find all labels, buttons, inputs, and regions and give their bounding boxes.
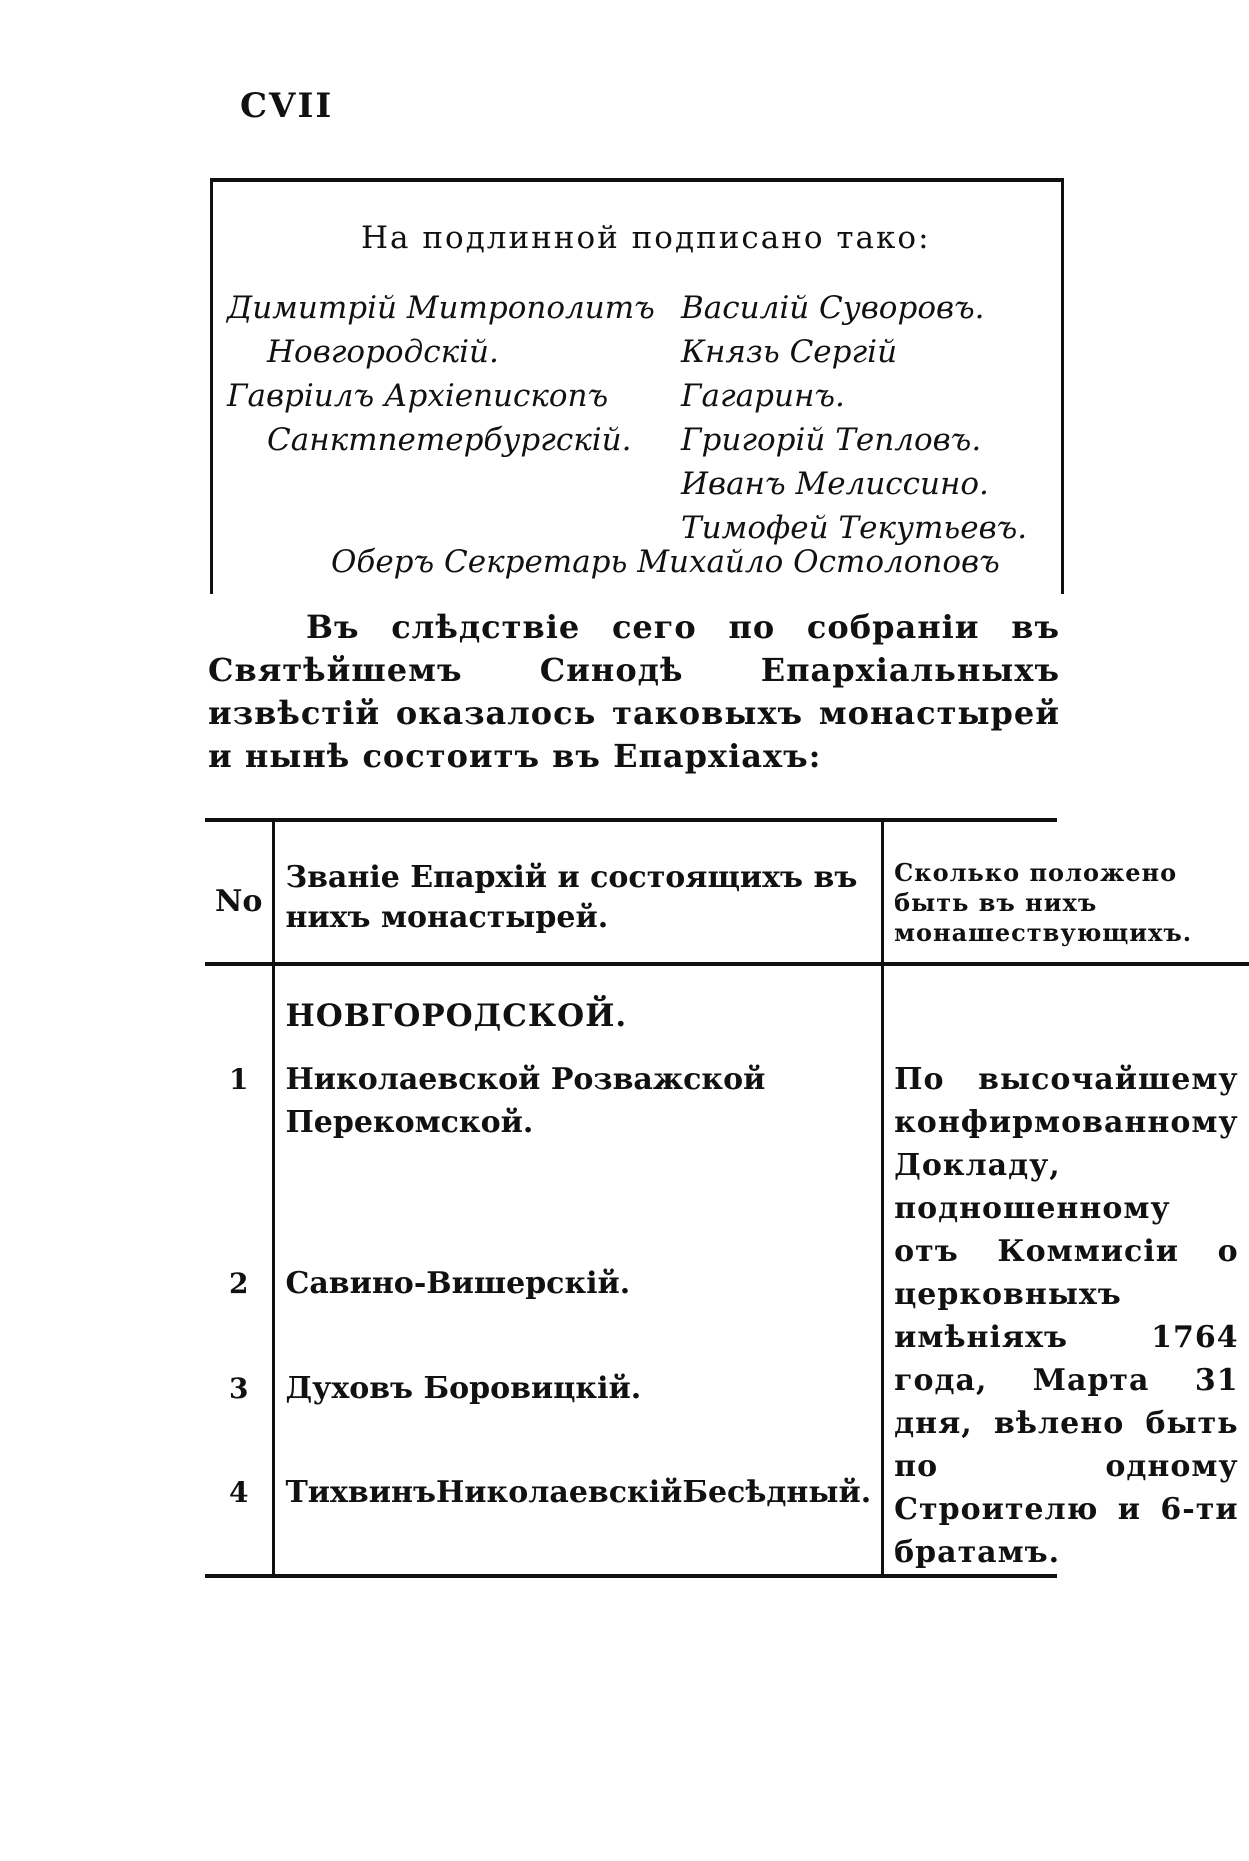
monastery-name: ТихвинъНиколаевскійБесѣдный.	[274, 1469, 883, 1574]
table-row	[205, 1056, 1249, 1260]
body-paragraph: Въ слѣдствіе сего по собраніи въ Святѣйшемъ Синодѣ Епархіальныхъ извѣстій оказалось таковыхъ монастырей и нынѣ состоитъ въ Епархіахъ:	[208, 608, 1060, 775]
monastery-name: Николаевской Розважской Перекомской.	[274, 1056, 883, 1260]
signature-heading: На подлинной подписано тако:	[361, 220, 931, 256]
monastery-number: 3	[228, 1371, 249, 1405]
signature-name: Князь Сергій Гагаринъ.	[681, 334, 898, 414]
signature-secretary: Оберъ Секретарь Михайло Остолоповъ	[331, 544, 1000, 580]
eparchy-name: НОВГОРОДСКОЙ.	[274, 966, 883, 1056]
signature-name: Иванъ Мелиссино.	[681, 466, 989, 502]
staffing-note: По высочайшему конфирмованному Докладу, подношенному отъ Коммисіи о церковныхъ имѣніяхъ 1764 года, Марта 31 дня, вѣлено быть по одному Строителю и 6-ти братамъ.	[894, 1062, 1239, 1570]
header-number: No	[215, 884, 263, 919]
monastery-number: 1	[228, 1063, 249, 1096]
signature-title: Новгородскій.	[267, 334, 499, 370]
header-monks: Сколько положено быть въ нихъ монашествующихъ.	[894, 858, 1193, 947]
eparchy-row	[205, 966, 1249, 1056]
signatures-left-column	[227, 286, 667, 462]
monastery-name: Савино-Вишерскій.	[274, 1260, 883, 1365]
signature-name: Василій Суворовъ.	[681, 290, 985, 326]
header-name: Званіе Епархій и состоящихъ въ нихъ монастырей.	[274, 822, 883, 962]
signature-name: Григорій Тепловъ.	[681, 422, 982, 458]
signature-box	[210, 178, 1064, 594]
monastery-table	[205, 818, 1239, 1578]
monastery-name: Духовъ Боровицкій.	[274, 1365, 883, 1470]
signature-title: Санктпетербургскій.	[267, 422, 632, 458]
table-bottom-rule	[205, 1574, 1057, 1578]
signature-name: Димитрій Митрополитъ	[227, 290, 655, 326]
signature-name: Тимофей Текутьевъ.	[681, 510, 1028, 546]
table-header-row	[205, 822, 1249, 962]
signatures-right-column	[681, 286, 1061, 550]
monastery-number: 2	[228, 1267, 249, 1301]
monastery-number: 4	[228, 1476, 249, 1510]
signature-name: Гавріилъ Архіепископъ	[227, 378, 609, 414]
page-number: CVII	[240, 86, 334, 126]
